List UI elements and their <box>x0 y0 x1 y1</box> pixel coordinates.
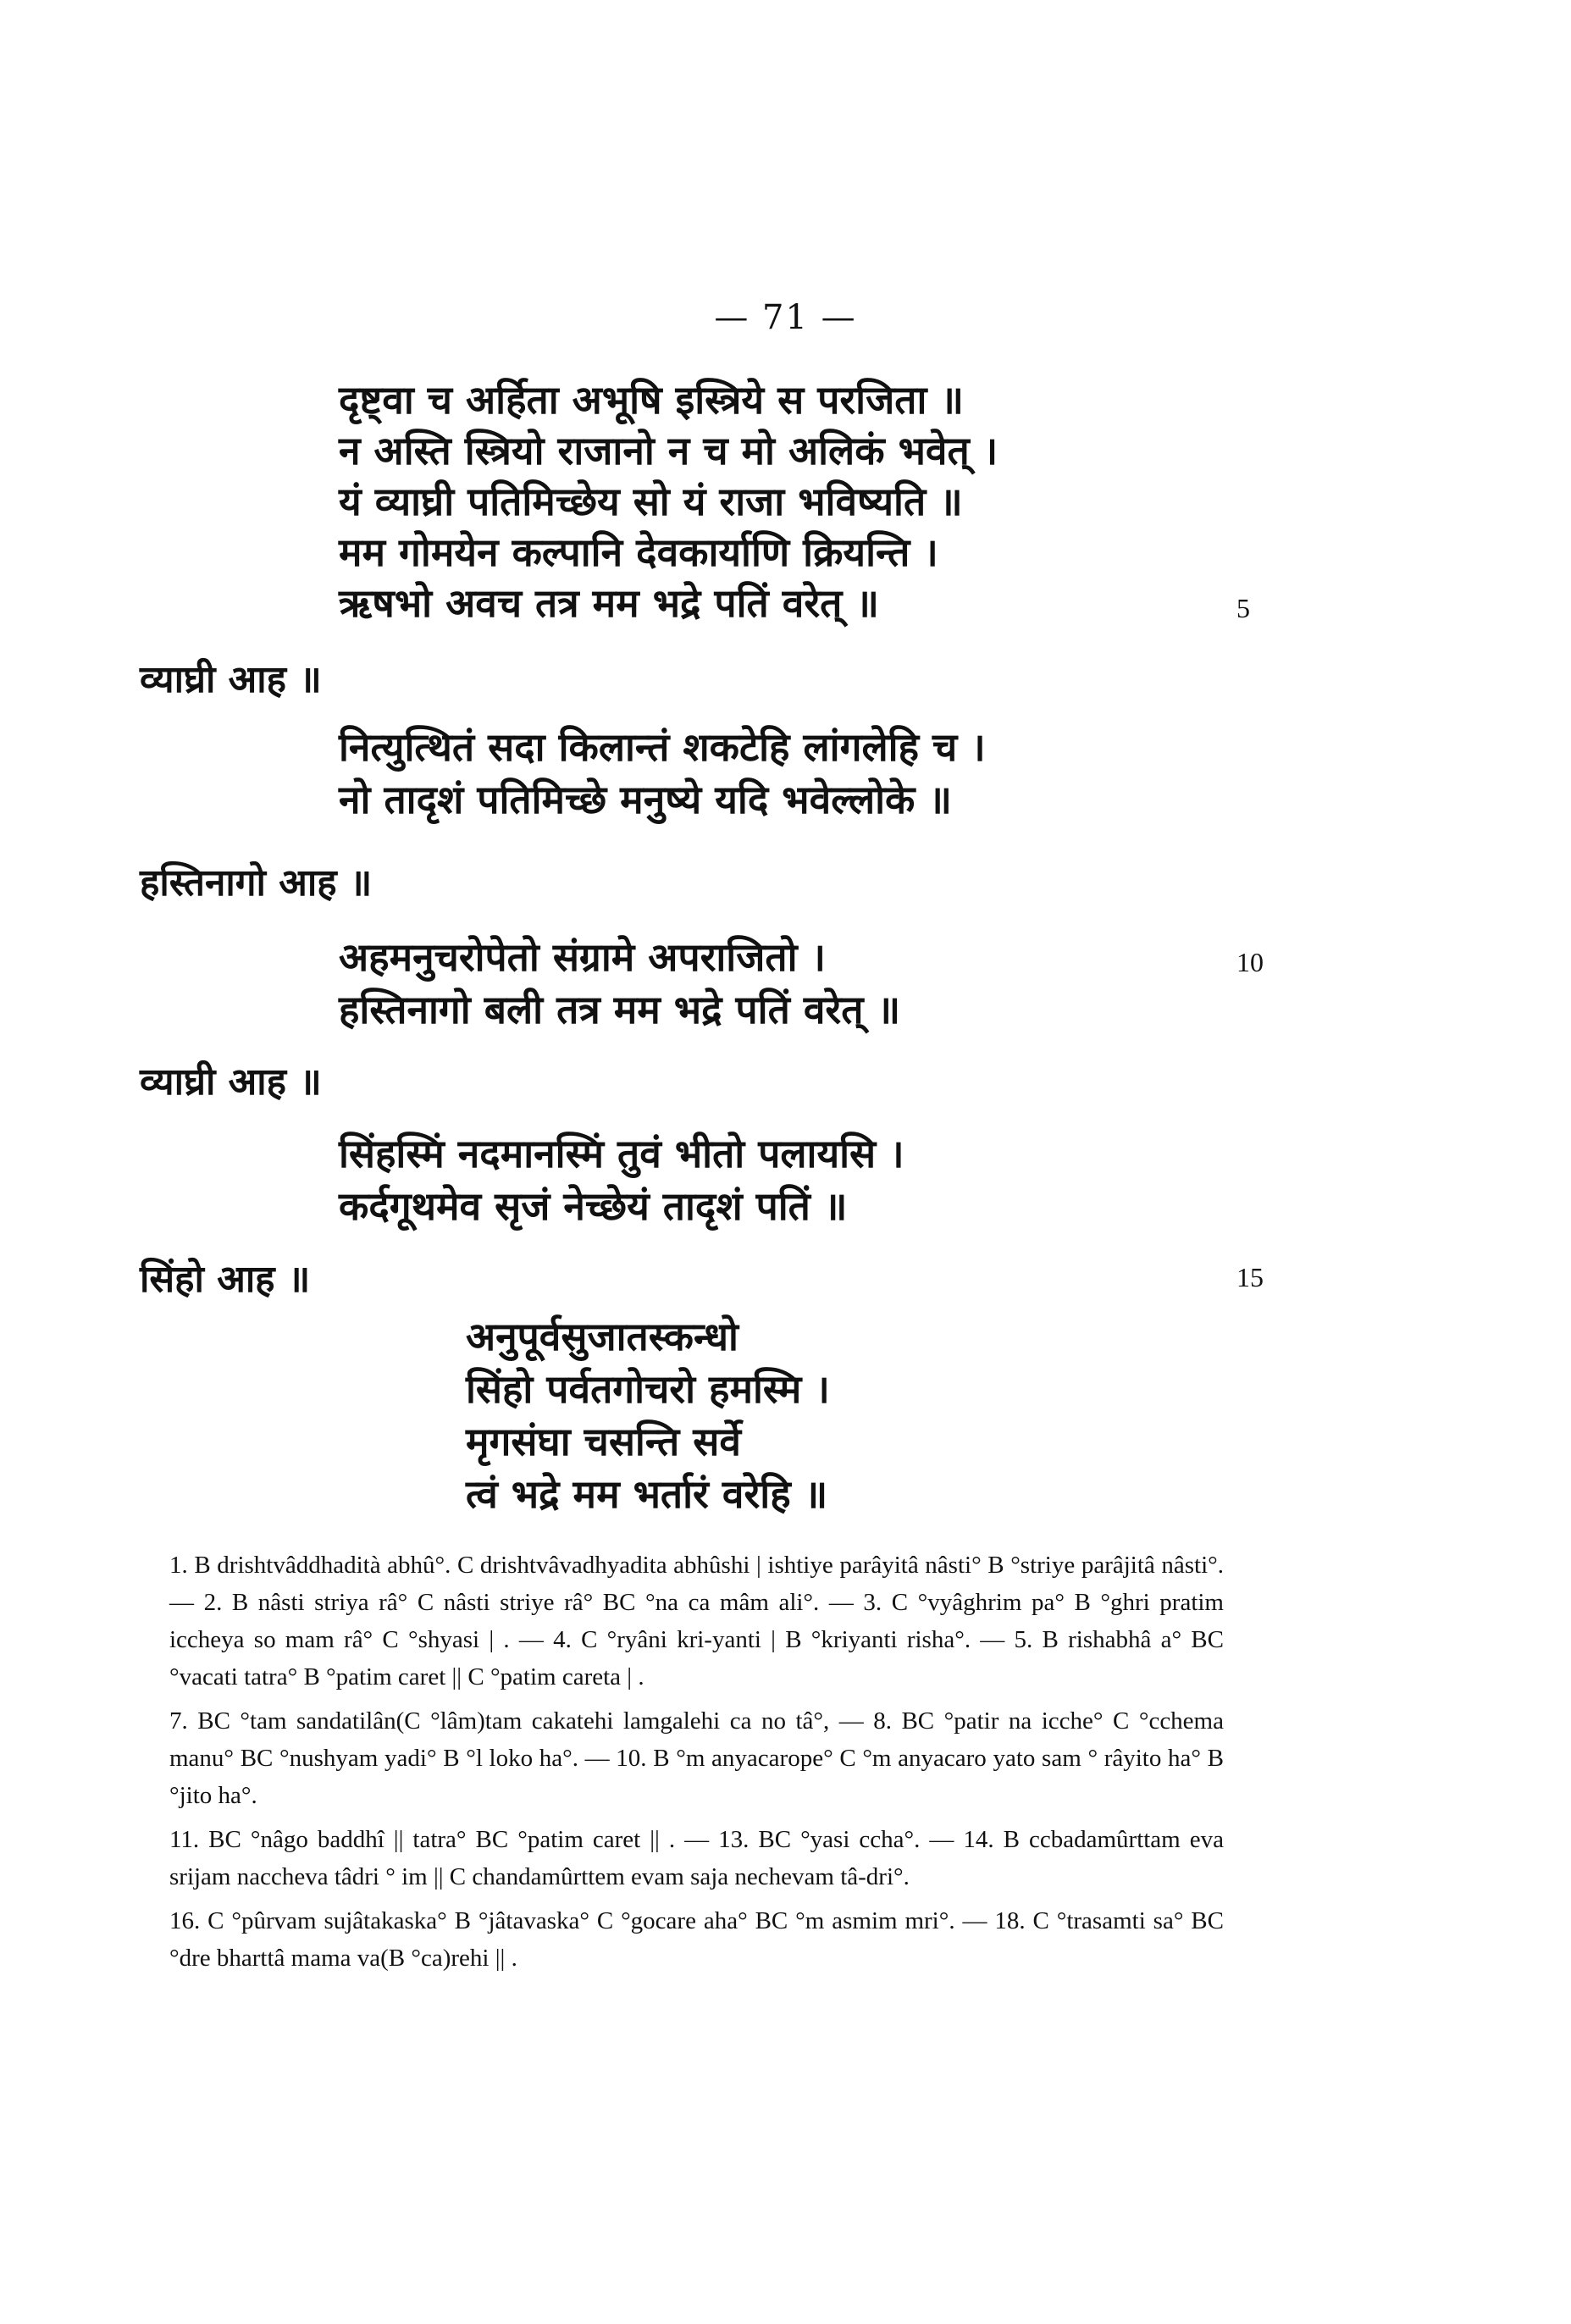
verse-line: हस्तिनागो बली तत्र मम भद्रे पतिं वरेत् ॥ <box>339 987 900 1032</box>
verse-line: ऋषभो अवच तत्र मम भद्रे पतिं वरेत् ॥ <box>339 580 879 626</box>
verse-line: कर्दगूथमेव सृजं नेच्छेयं तादृशं पतिं ॥ <box>339 1183 848 1229</box>
verse-line: नित्युत्थितं सदा किलान्तं शकटेहि लांगलेहि च । <box>339 724 986 770</box>
verse-line: नो तादृशं पतिमिच्छे मनुष्ये यदि भवेल्लोके ॥ <box>339 777 952 822</box>
line-number: 10 <box>1236 947 1264 977</box>
speaker-heading: व्याघ्री आह ॥ <box>140 1060 322 1104</box>
verse-line: सिंहो पर्वतगोचरो हमस्मि । <box>466 1366 830 1412</box>
footnote: 7. BC °tam sandatilân(C °lâm)tam cakatehi lamgalehi ca no tâ°, — 8. BC °patir na icche° C °cchema manu° BC °nushyam yadi° B °l loko ha°. — 10. B °m anyacarope° C °m anyacaro yato sam ° râyito ha° B °jito ha°. <box>169 1707 1224 1809</box>
verse-line: यं व्याघ्री पतिमिच्छेय सो यं राजा भविष्यति ॥ <box>339 479 963 524</box>
verse-line: अनुपूर्वसुजातस्कन्धो <box>466 1314 738 1359</box>
footnote: 1. B drishtvâddhadità abhû°. C drishtvâvadhyadita abhûshi | ishtiye parâyitâ nâsti° B °striye parâjitâ nâsti°. — 2. B nâsti striya râ° C nâsti striye râ° BC °na ca mâm ali°. — 3. C °vyâghrim pa° B °ghri pratim iccheya so mam râ° C °shyasi | . — 4. C °ryâni kri-yanti | B °kriyanti risha°. — 5. B rishabhâ a° BC °vacati tatra° B °patim caret || C °patim careta | . <box>169 1552 1224 1690</box>
speaker-heading: हस्तिनागो आह ॥ <box>140 861 373 905</box>
verse-line: मम गोमयेन कल्पानि देवकार्याणि क्रियन्ति । <box>339 529 938 575</box>
speaker-heading: सिंहो आह ॥ <box>140 1258 311 1301</box>
line-number: 15 <box>1236 1262 1264 1292</box>
verse-line: मृगसंघा चसन्ति सर्वे <box>466 1419 741 1464</box>
footnote: 16. C °pûrvam sujâtakaska° B °jâtavaska° C °gocare aha° BC °m asmim mri°. — 18. C °trasamti sa° BC °dre bharttâ mama va(B °ca)rehi || . <box>169 1907 1224 1972</box>
footnote: 11. BC °nâgo baddhî || tatra° BC °patim caret || . — 13. BC °yasi ccha°. — 14. B ccbadamûrttam eva srijam naccheva tâdri ° im || C chandamûrttem evam saja nechevam tâ-dri°. <box>169 1826 1224 1890</box>
verse-line: अहमनुचरोपेतो संग्रामे अपराजितो । <box>339 934 826 980</box>
line-number: 5 <box>1236 593 1250 623</box>
speaker-heading: व्याघ्री आह ॥ <box>140 658 322 701</box>
verse-line: सिंहस्मिं नदमानस्मिं तुवं भीतो पलायसि । <box>339 1131 904 1176</box>
verse-line: दृष्ट्वा च अर्हिता अभूषि इस्त्रिये स परजिता ॥ <box>339 377 964 423</box>
footnotes <box>169 1547 1224 1984</box>
verse-line: त्वं भद्रे मम भर्तारं वरेहि ॥ <box>466 1471 828 1517</box>
verse-line: न अस्ति स्त्रियो राजानो न च मो अलिकं भवेत् । <box>339 428 998 473</box>
page-number: — 71 — <box>714 298 857 337</box>
